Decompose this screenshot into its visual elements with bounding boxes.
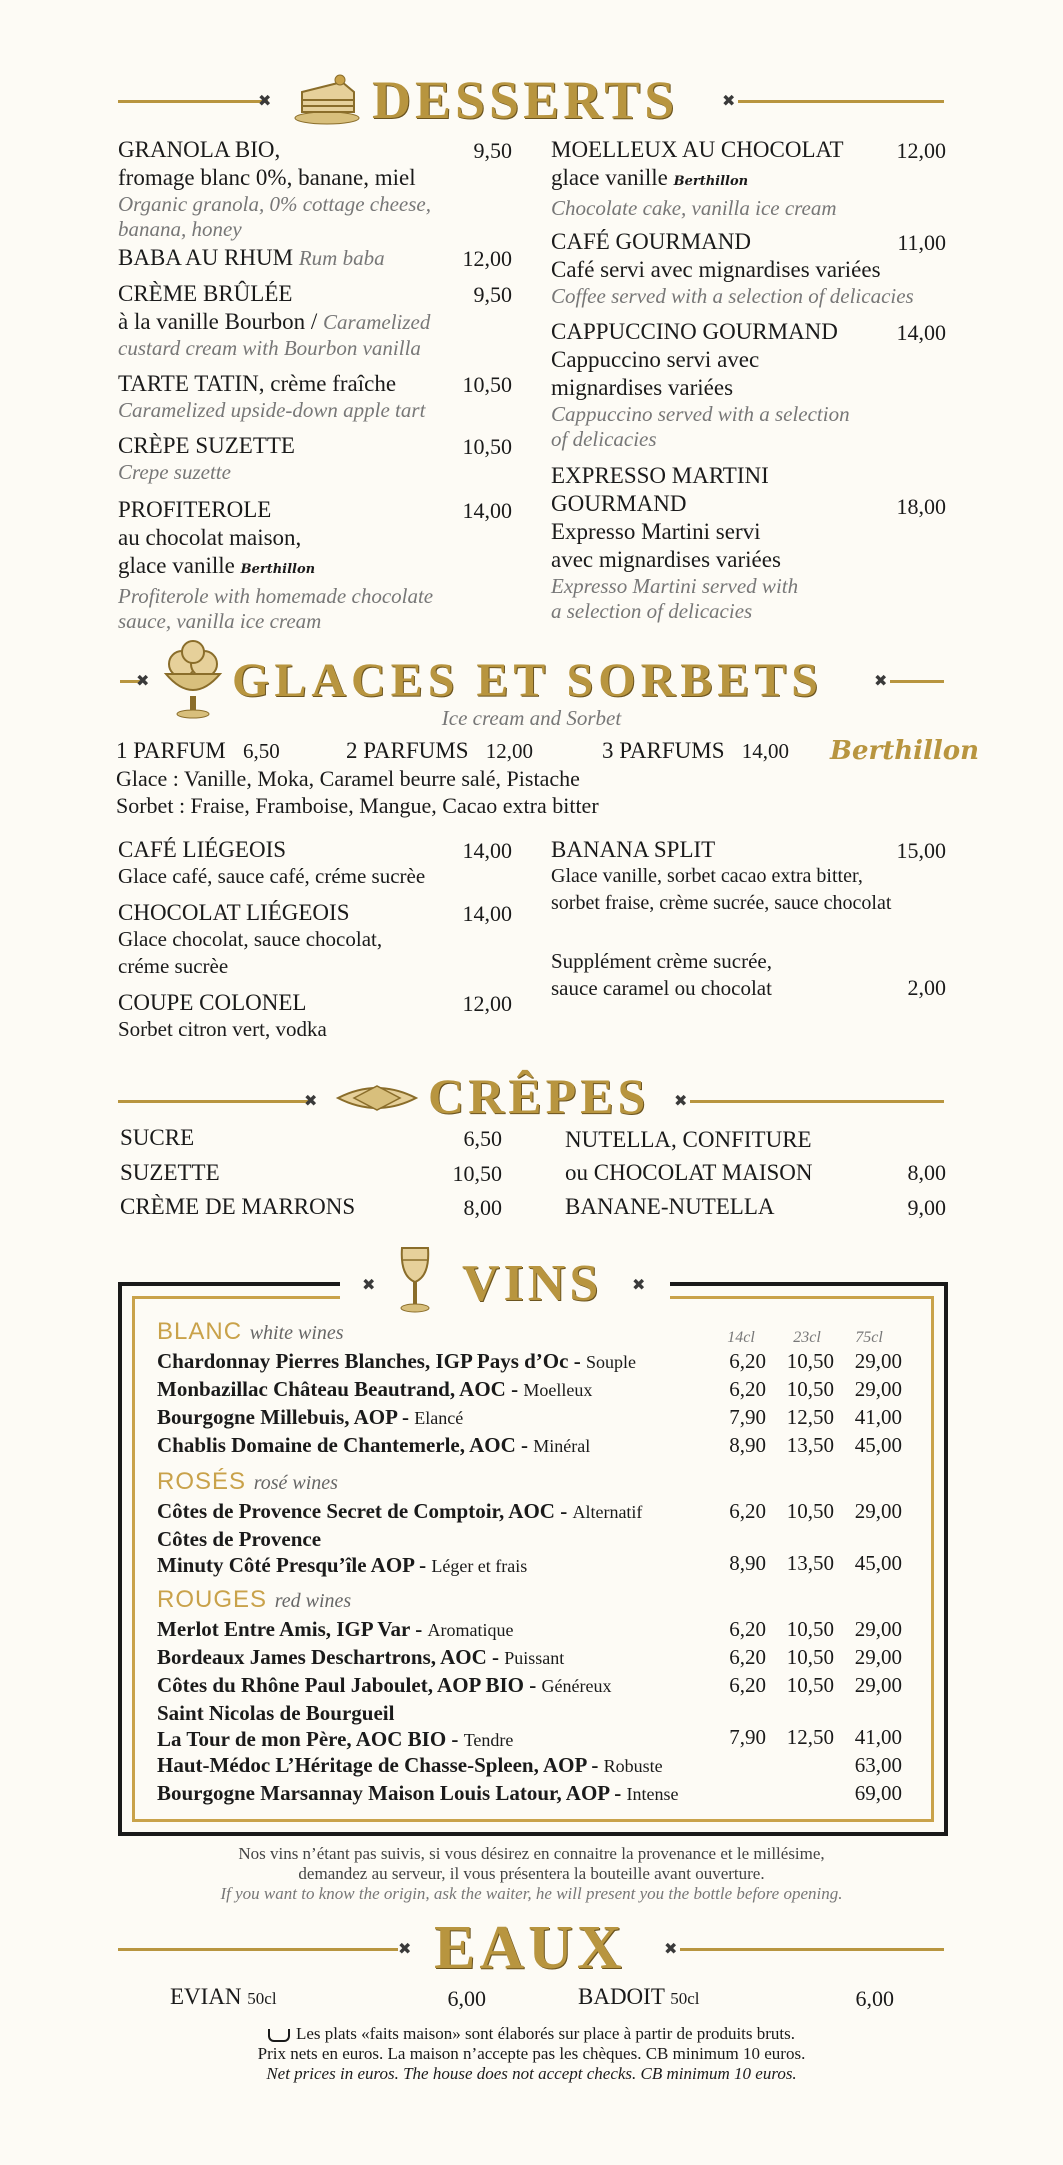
wine-name: Bordeaux James Deschartrons, AOC -: [157, 1645, 500, 1669]
wine-name: Chardonnay Pierres Blanches, IGP Pays d’Oc -: [157, 1349, 581, 1373]
item-price: 10,50: [452, 1161, 502, 1186]
item-name: SUCRE: [120, 1125, 195, 1150]
wine-name: Côtes du Rhône Paul Jaboulet, AOP BIO -: [157, 1673, 537, 1697]
divider: [738, 100, 944, 103]
wine-category: [157, 1468, 338, 1496]
diamond-ornament-icon: ✖: [674, 1093, 688, 1110]
wine-name: Haut-Médoc L’Héritage de Chasse-Spleen, AOP -: [157, 1753, 599, 1777]
price-23cl: 10,50: [786, 1645, 834, 1669]
diamond-ornament-icon: ✖: [664, 1941, 678, 1958]
diamond-ornament-icon: ✖: [398, 1941, 412, 1958]
item-price: 6,00: [447, 1986, 486, 2011]
item-description: Glace café, sauce café, créme sucrèe: [118, 864, 426, 888]
price-75cl: 41,00: [854, 1725, 902, 1749]
footer-line: Prix nets en euros. La maison n’accepte pas les chèques. CB minimum 10 euros.: [257, 2044, 806, 2063]
item-name: TARTE TATIN, crème fraîche: [118, 371, 397, 396]
wine-name: Bourgogne Millebuis, AOP -: [157, 1405, 410, 1429]
item-name: EXPRESSO MARTINI: [551, 463, 769, 488]
item-translation: Crepe suzette: [118, 460, 231, 484]
wine-style: Aromatique: [427, 1620, 514, 1640]
item-name: CAFÉ GOURMAND: [551, 229, 751, 254]
item-description: Glace chocolat, sauce chocolat,: [118, 927, 383, 951]
item-translation: Chocolate cake, vanilla ice cream: [551, 196, 837, 220]
category-translation: red wines: [274, 1590, 352, 1612]
item-price: 14,00: [462, 838, 512, 863]
item-price: 9,50: [473, 282, 512, 307]
item-name: GOURMAND: [551, 491, 687, 516]
price-14cl: 6,20: [729, 1499, 766, 1523]
item-price: 9,50: [473, 138, 512, 163]
price-14cl: 6,20: [729, 1645, 766, 1669]
item-price: 12,00: [462, 246, 512, 271]
item-translation: Coffee served with a selection of delicacies: [551, 284, 914, 308]
item-translation: sauce, vanilla ice cream: [118, 609, 322, 633]
item-name: CRÈME BRÛLÉE: [118, 281, 293, 306]
wine-note-line: demandez au serveur, il vous présentera la bouteille avant ouverture.: [298, 1864, 765, 1883]
diamond-ornament-icon: ✖: [632, 1277, 646, 1294]
wine-style: Robuste: [603, 1756, 663, 1776]
item-price: 11,00: [897, 230, 946, 255]
divider: [118, 1100, 308, 1103]
wine-style: Tendre: [463, 1730, 514, 1750]
item-price: 6,50: [463, 1126, 502, 1151]
wine-style: Souple: [585, 1352, 636, 1372]
price-23cl: 10,50: [786, 1377, 834, 1401]
item-description: sorbet fraise, crème sucrée, sauce chocolat: [551, 892, 892, 914]
item-description: à la vanille Bourbon /: [118, 309, 318, 334]
section-title-desserts: DESSERTS: [372, 70, 679, 130]
item-price: 14,00: [462, 498, 512, 523]
wine-row: [157, 1348, 636, 1375]
wine-note: [0, 1844, 1063, 1904]
wine-appellation: Côtes de Provence: [157, 1527, 322, 1551]
list-item: [551, 462, 891, 624]
divider: [680, 1948, 944, 1951]
footer-translation: Net prices in euros. The house does not accept checks. CB minimum 10 euros.: [266, 2064, 797, 2083]
item-price: 2,00: [907, 975, 946, 1000]
wine-category: [157, 1586, 351, 1614]
item-name: MOELLEUX AU CHOCOLAT: [551, 137, 844, 162]
item-translation: Caramelized: [323, 310, 431, 334]
item-price: 14,00: [462, 901, 512, 926]
category-translation: rosé wines: [253, 1472, 338, 1494]
item-name: CHOCOLAT LIÉGEOIS: [118, 900, 350, 925]
cake-icon: [292, 70, 362, 126]
parfum-price: 6,50: [242, 739, 280, 763]
section-title-vins: VINS: [462, 1255, 603, 1312]
item-name: BANANA SPLIT: [551, 837, 716, 862]
item-price: 14,00: [896, 320, 946, 345]
item-name: ou CHOCOLAT MAISON: [565, 1160, 813, 1185]
price-75cl: 29,00: [854, 1673, 902, 1697]
item-name: COUPE COLONEL: [118, 990, 307, 1015]
berthillon-logo: Berthillon: [830, 736, 980, 766]
item-name: BABA AU RHUM: [118, 245, 294, 270]
price-75cl: 45,00: [854, 1433, 902, 1457]
wine-name: Bourgogne Marsannay Maison Louis Latour, AOP -: [157, 1781, 622, 1805]
divider: [118, 1948, 398, 1951]
price-75cl: 29,00: [854, 1645, 902, 1669]
wine-name: La Tour de mon Père, AOC BIO -: [157, 1727, 459, 1751]
category-translation: white wines: [249, 1322, 344, 1344]
wine-row: [157, 1752, 663, 1779]
item-description: sauce caramel ou chocolat: [551, 976, 772, 1000]
item-translation: banana, honey: [118, 217, 242, 241]
list-item: [565, 1193, 775, 1221]
item-description: Glace vanille, sorbet cacao extra bitter,: [551, 865, 863, 887]
item-name: BANANE-NUTELLA: [565, 1194, 775, 1219]
list-item: [120, 1193, 355, 1221]
parfum-label: 3 PARFUMS: [602, 738, 725, 763]
price-23cl: 10,50: [786, 1349, 834, 1373]
berthillon-logo: Berthillon: [240, 562, 316, 577]
price-23cl: 10,50: [786, 1499, 834, 1523]
wine-row: [157, 1376, 592, 1403]
price-23cl: 13,50: [786, 1551, 834, 1575]
wine-style: Elancé: [414, 1408, 464, 1428]
item-translation: Profiterole with homemade chocolate: [118, 584, 434, 608]
item-description: mignardises variées: [551, 375, 734, 400]
item-description: Café servi avec mignardises variées: [551, 257, 881, 282]
item-name: CAFÉ LIÉGEOIS: [118, 837, 287, 862]
price-75cl: 69,00: [854, 1781, 902, 1805]
diamond-ornament-icon: ✖: [136, 673, 150, 690]
parfum-prices: [602, 738, 789, 764]
parfum-price: 14,00: [741, 739, 790, 763]
wine-style: Léger et frais: [431, 1556, 528, 1576]
wine-name: Chablis Domaine de Chantemerle, AOC -: [157, 1433, 528, 1457]
item-description: avec mignardises variées: [551, 547, 781, 572]
item-name: CRÈME DE MARRONS: [120, 1194, 356, 1219]
size-header: 75cl: [855, 1329, 883, 1346]
item-translation: Organic granola, 0% cottage cheese,: [118, 192, 431, 216]
price-75cl: 45,00: [854, 1551, 902, 1575]
wine-row: [157, 1672, 611, 1699]
size-header: 14cl: [727, 1329, 755, 1346]
price-14cl: 6,20: [729, 1673, 766, 1697]
list-item: [120, 1159, 220, 1187]
divider: [690, 1100, 944, 1103]
wine-row: [157, 1644, 564, 1671]
diamond-ornament-icon: ✖: [304, 1093, 318, 1110]
price-75cl: 29,00: [854, 1377, 902, 1401]
wine-row: [157, 1432, 590, 1459]
item-name: BADOIT: [578, 1984, 665, 2009]
section-title-eaux: EAUX: [434, 1914, 626, 1982]
homemade-pan-icon: [268, 2029, 290, 2042]
wine-row: [157, 1498, 642, 1525]
list-item: [578, 1984, 700, 2010]
list-item: [565, 1123, 813, 1189]
price-14cl: 6,20: [729, 1617, 766, 1641]
price-23cl: 12,50: [786, 1725, 834, 1749]
wine-style: Minéral: [533, 1436, 591, 1456]
item-translation: Expresso Martini served with: [551, 574, 799, 598]
item-name: CRÈPE SUZETTE: [118, 433, 295, 458]
item-price: 10,50: [462, 372, 512, 397]
section-title-glaces: GLACES ET SORBETS: [232, 654, 823, 707]
category-label: BLANC: [157, 1318, 243, 1345]
wine-glass-icon: [394, 1242, 436, 1314]
wine-style: Puissant: [504, 1648, 565, 1668]
item-price: 18,00: [896, 494, 946, 519]
price-23cl: 10,50: [786, 1617, 834, 1641]
list-item: [170, 1984, 277, 2010]
item-price: 8,00: [463, 1195, 502, 1220]
item-translation: of delicacies: [551, 427, 657, 451]
list-item: [551, 318, 891, 452]
sorbet-flavours: Sorbet : Fraise, Framboise, Mangue, Cacao extra bitter: [116, 793, 599, 818]
price-14cl: 6,20: [729, 1377, 766, 1401]
price-14cl: 7,90: [729, 1725, 766, 1749]
item-description: glace vanille: [551, 165, 668, 190]
price-23cl: 13,50: [786, 1433, 834, 1457]
item-price: 12,00: [462, 991, 512, 1016]
item-description: au chocolat maison,: [118, 525, 302, 550]
wine-note-translation: If you want to know the origin, ask the waiter, he will present you the bottle before opening.: [220, 1884, 843, 1903]
wine-style: Généreux: [541, 1676, 612, 1696]
footer: [0, 2024, 1063, 2084]
item-name: PROFITEROLE: [118, 497, 272, 522]
price-14cl: 8,90: [729, 1433, 766, 1457]
wine-row: [157, 1780, 678, 1807]
price-14cl: 6,20: [729, 1349, 766, 1373]
wine-name: Monbazillac Château Beautrand, AOC -: [157, 1377, 519, 1401]
item-translation: Caramelized upside-down apple tart: [118, 398, 426, 422]
wine-row: [157, 1616, 513, 1643]
item-price: 6,00: [855, 1986, 894, 2011]
item-size: 50cl: [247, 1989, 277, 2008]
parfum-label: 1 PARFUM: [116, 738, 226, 763]
wine-row: [157, 1700, 513, 1753]
list-item: [120, 1124, 194, 1152]
item-price: 9,00: [907, 1195, 946, 1220]
diamond-ornament-icon: ✖: [258, 93, 272, 110]
wine-note-line: Nos vins n’étant pas suivis, si vous désirez en connaitre la provenance et le millésime,: [238, 1844, 825, 1863]
wine-name: Merlot Entre Amis, IGP Var -: [157, 1617, 423, 1641]
list-item: [551, 948, 891, 1002]
item-description: Expresso Martini servi: [551, 519, 761, 544]
list-item: [551, 136, 891, 221]
parfum-prices: [346, 738, 533, 764]
wine-row: [157, 1404, 463, 1431]
price-75cl: 63,00: [854, 1753, 902, 1777]
price-75cl: 41,00: [854, 1405, 902, 1429]
crepe-icon: [334, 1078, 420, 1118]
section-subtitle: Ice cream and Sorbet: [441, 706, 622, 730]
item-name: CAPPUCCINO GOURMAND: [551, 319, 838, 344]
footer-line: Les plats «faits maison» sont élaborés sur place à partir de produits bruts.: [295, 2024, 796, 2043]
price-75cl: 29,00: [854, 1349, 902, 1373]
wine-name: Côtes de Provence Secret de Comptoir, AOC -: [157, 1499, 568, 1523]
wine-style: Alternatif: [572, 1502, 643, 1522]
price-14cl: 7,90: [729, 1405, 766, 1429]
divider: [890, 680, 944, 683]
item-translation: Rum baba: [298, 246, 385, 270]
item-size: 50cl: [670, 1989, 700, 2008]
size-header: 23cl: [793, 1329, 821, 1346]
item-translation: Cappuccino served with a selection: [551, 402, 850, 426]
diamond-ornament-icon: ✖: [722, 93, 736, 110]
berthillon-logo: Berthillon: [673, 174, 749, 189]
wine-style: Moelleux: [523, 1380, 593, 1400]
item-description: créme sucrèe: [118, 954, 229, 978]
item-name: EVIAN: [170, 1984, 242, 2009]
parfum-prices: [116, 738, 280, 764]
diamond-ornament-icon: ✖: [362, 1277, 376, 1294]
item-description: glace vanille: [118, 553, 235, 578]
item-translation: a selection of delicacies: [551, 599, 753, 623]
item-price: 8,00: [907, 1160, 946, 1185]
wine-appellation: Saint Nicolas de Bourgueil: [157, 1701, 395, 1725]
item-price: 10,50: [462, 434, 512, 459]
diamond-ornament-icon: ✖: [874, 673, 888, 690]
category-label: ROUGES: [157, 1586, 268, 1613]
glace-flavours: Glace : Vanille, Moka, Caramel beurre salé, Pistache: [116, 766, 580, 791]
wine-style: Intense: [626, 1784, 679, 1804]
parfum-label: 2 PARFUMS: [346, 738, 469, 763]
item-name: GRANOLA BIO,: [118, 137, 281, 162]
divider: [118, 100, 268, 103]
item-description: Sorbet citron vert, vodka: [118, 1017, 327, 1041]
category-label: ROSÉS: [157, 1468, 247, 1495]
price-75cl: 29,00: [854, 1499, 902, 1523]
price-75cl: 29,00: [854, 1617, 902, 1641]
item-name: NUTELLA, CONFITURE: [565, 1127, 812, 1152]
section-title-crepes: CRÊPES: [428, 1068, 650, 1124]
wine-name: Minuty Côté Presqu’île AOP -: [157, 1553, 427, 1577]
item-price: 12,00: [896, 138, 946, 163]
item-description: fromage blanc 0%, banane, miel: [118, 165, 416, 190]
price-23cl: 12,50: [786, 1405, 834, 1429]
price-14cl: 8,90: [729, 1551, 766, 1575]
item-description: Cappuccino servi avec: [551, 347, 760, 372]
item-name: SUZETTE: [120, 1160, 220, 1185]
item-price: 15,00: [896, 838, 946, 863]
wine-category: [157, 1318, 344, 1346]
item-name: Supplément crème sucrée,: [551, 949, 772, 973]
item-translation: custard cream with Bourbon vanilla: [118, 336, 421, 360]
wine-row: [157, 1526, 527, 1579]
price-23cl: 10,50: [786, 1673, 834, 1697]
parfum-price: 12,00: [485, 739, 534, 763]
